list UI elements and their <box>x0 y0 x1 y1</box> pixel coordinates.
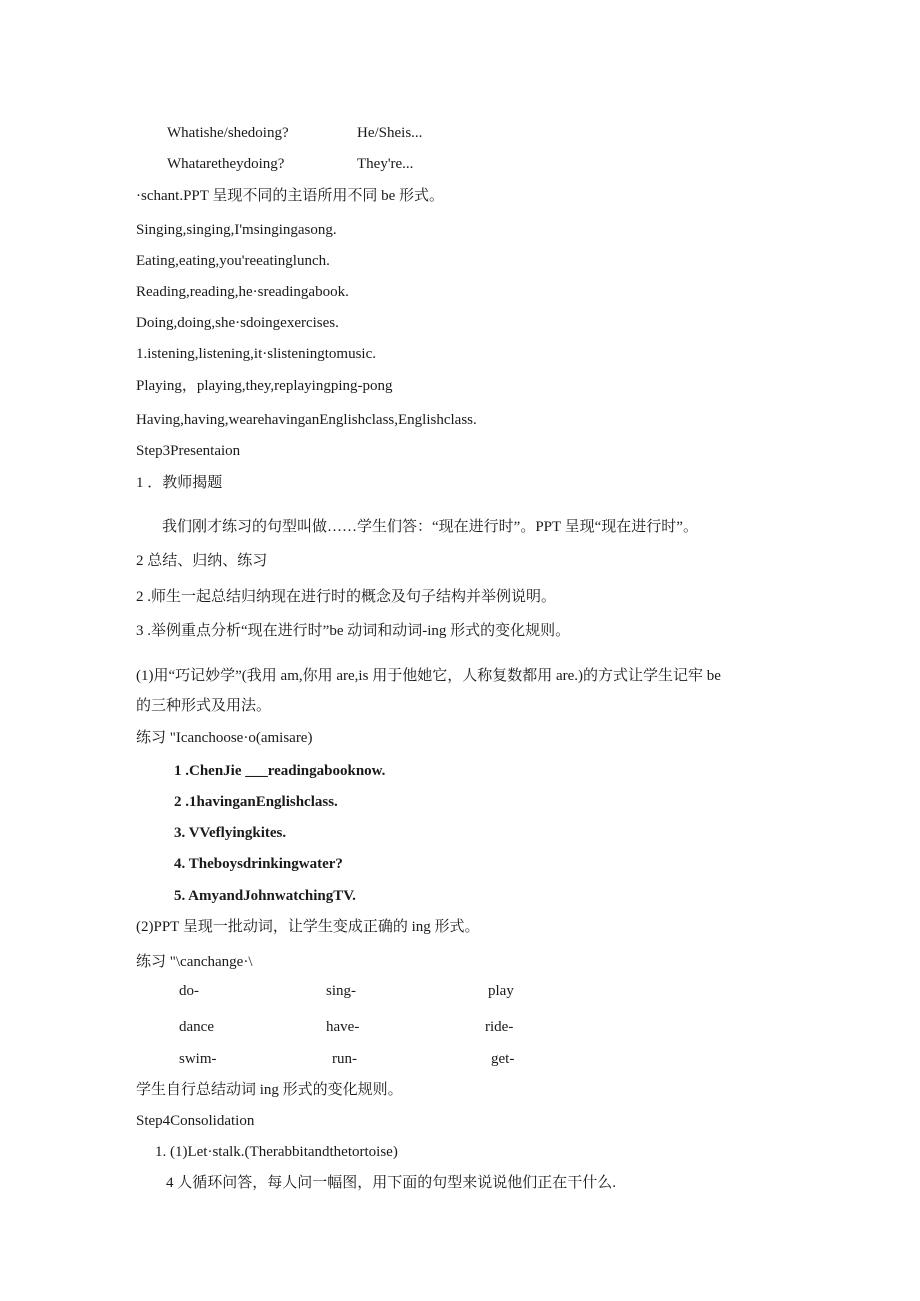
verb-item: play <box>488 983 514 999</box>
pattern-answer: They're... <box>357 156 414 172</box>
verb-item: do- <box>179 983 199 999</box>
chant-line: Eating,eating,you'reeatinglunch. <box>136 253 330 269</box>
step3-item-2a: 2 .师生一起总结归纳现在进行时的概念及句子结构并举例说明。 <box>136 589 557 605</box>
chant-line: Singing,singing,I'msingingasong. <box>136 222 337 238</box>
step3-item-3: 3 .举例重点分析“现在进行时”be 动词和动词-ing 形式的变化规则。 <box>136 623 571 639</box>
chant-intro: ·schant.PPT 呈现不同的主语所用不同 be 形式。 <box>136 188 445 204</box>
exercise-item: 4. Theboysdrinkingwater? <box>174 856 343 872</box>
exercise-item: 3. VVeflyingkites. <box>174 825 287 841</box>
exercise-item: 1 .ChenJie ___readingabooknow. <box>174 763 386 779</box>
step4-item-1-text: 4 人循环问答，每人问一幅图，用下面的句型来说说他们正在干什么. <box>166 1175 617 1191</box>
chant-line: 1.istening,listening,it·slisteningtomusic. <box>136 346 376 362</box>
verb-item: dance <box>179 1019 214 1035</box>
step4-item-1: 1. (1)Let·stalk.(Therabbitandthetortoise) <box>155 1144 398 1160</box>
chant-line: Reading,reading,he·sreadingabook. <box>136 284 349 300</box>
exercise-item: 5. AmyandJohnwatchingTV. <box>174 888 356 904</box>
chant-line: Doing,doing,she·sdoingexercises. <box>136 315 339 331</box>
verb-item: ride- <box>485 1019 514 1035</box>
memory-tip-cont: 的三种形式及用法。 <box>136 698 272 714</box>
pattern-answer: He/Sheis... <box>357 125 423 141</box>
chant-line: Having,having,wearehavinganEnglishclass,Englishclass. <box>136 412 477 428</box>
verb-item: sing- <box>326 983 356 999</box>
verb-item: have- <box>326 1019 360 1035</box>
ing-form-intro: (2)PPT 呈现一批动词，让学生变成正确的 ing 形式。 <box>136 919 480 935</box>
exercise-2-title: 练习 "\canchange·\ <box>136 954 253 970</box>
memory-tip: (1)用“巧记妙学”(我用 am,你用 are,is 用于他她它，人称复数都用 are.)的方式让学生记牢 be <box>136 668 721 684</box>
step3-item-2: 2 总结、归纳、练习 <box>136 553 268 569</box>
pattern-question: Whataretheydoing? <box>167 156 285 172</box>
step3-item-1: 1 ．教师揭题 <box>136 475 223 491</box>
summary-note: 学生自行总结动词 ing 形式的变化规则。 <box>136 1082 403 1098</box>
verb-item: run- <box>332 1051 357 1067</box>
step3-item-1-text: 我们刚才练习的句型叫做……学生们答：“现在进行时”。PPT 呈现“现在进行时”。 <box>162 519 698 535</box>
step3-heading: Step3Presentaion <box>136 443 241 459</box>
exercise-item: 2 .1havinganEnglishclass. <box>174 794 338 810</box>
step4-heading: Step4Consolidation <box>136 1113 255 1129</box>
chant-line: Playing，playing,they,replayingping-pong <box>136 378 393 394</box>
verb-item: swim- <box>179 1051 217 1067</box>
exercise-1-title: 练习 "Icanchoose·o(amisare) <box>136 730 313 746</box>
pattern-question: Whatishe/shedoing? <box>167 125 289 141</box>
verb-item: get- <box>491 1051 515 1067</box>
